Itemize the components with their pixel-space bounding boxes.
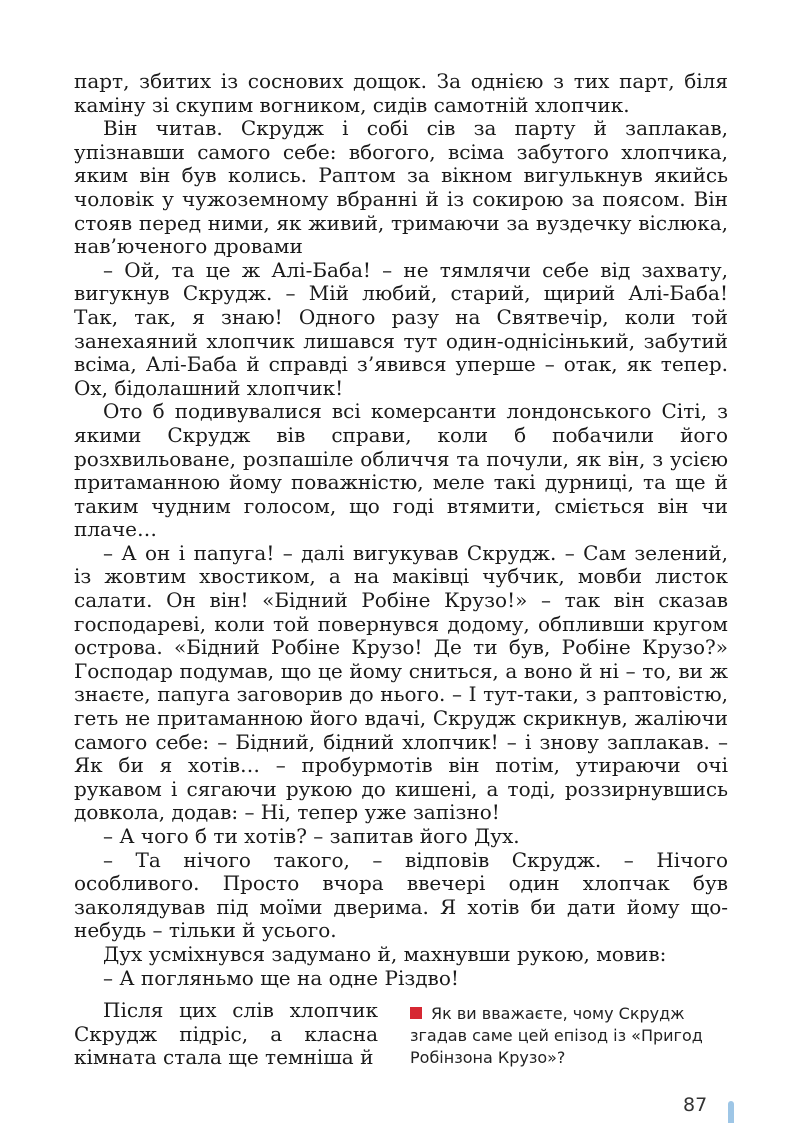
- bottom-section: [74, 999, 728, 1070]
- last-paragraph: Після цих слів хлопчик Скрудж підріс, а класна кімната стала ще темніша й: [74, 998, 378, 1070]
- page-number: 87: [683, 1094, 708, 1116]
- paragraph: Дух усміхнувся задумано й, махнувши рукою, мовив:: [103, 941, 667, 966]
- paragraph: – А он і папуга! – далі вигукував Скрудж. – Сам зелений, із жовтим хвостиком, а на маківці чубчик, мовби листок салати. Он він! «Бідний Робіне Крузо!» – так він сказав господареві, коли той повернувся додому, обпливши кругом острова. «Бідний Робіне Крузо! Де ти був, Робіне Крузо?» Господар подумав, що це йому сниться, а воно й ні – то, ви ж знаєте, папуга заговорив до нього. – І тут-таки, з раптовістю, геть не притаманною його вдачі, Скрудж скрикнув, жаліючи самого себе: – Бідний, бідний хлопчик! – і знову заплакав. – Як би я хотів… – пробурмотів він потім, утираючи очі рукавом і сягаючи рукою до кишені, а тоді, роззирнувшись довкола, додав: – Ні, тепер уже запізно!: [74, 540, 728, 825]
- paragraph: – Та нічого такого, – відповів Скрудж. – Нічого особливого. Просто вчора ввечері один хлопчак був заколядував під моїми дверима. Я хотів би дати йому що-небудь – тільки й усього.: [74, 847, 728, 943]
- page-edge-bar: [728, 1101, 734, 1123]
- main-text: [74, 70, 728, 990]
- question-text: Як ви вважаєте, чому Скрудж згадав саме цей епізод із «Пригод Робінзона Крузо»?: [410, 1004, 703, 1067]
- paragraph: парт, збитих із соснових дощок. За однією з тих парт, біля каміну зі скупим вогником, сидів самотній хлопчик.: [74, 69, 728, 117]
- square-bullet-icon: [410, 1007, 422, 1019]
- last-paragraph-column: [74, 999, 378, 1070]
- paragraph: Ото б подивувалися всі комерсанти лондонського Сіті, з якими Скрудж вів справи, коли б побачили його розхвильоване, розпашіле обличчя та почули, як він, з усією притаманною йому поважністю, меле такі дурниці, та ще й таким чудним голосом, що годі втямити, сміється він чи плаче…: [74, 399, 728, 542]
- paragraph: – А погляньмо ще на одне Різдво!: [103, 965, 459, 990]
- question-box: [410, 1003, 732, 1069]
- paragraph: – Ой, та це ж Алі-Баба! – не тямлячи себе від захвату, вигукнув Скрудж. – Мій любий, старий, щирий Алі-Баба! Так, так, я знаю! Одного разу на Святвечір, коли той занехаяний хлопчик лишався тут один-однісінький, забутий всіма, Алі-Баба й справді з’явився уперше – отак, як тепер. Ох, бідолашний хлопчик!: [74, 257, 728, 400]
- paragraph: Він читав. Скрудж і собі сів за парту й заплакав, упізнавши самого себе: вбогого, всіма забутого хлопчика, яким він був колись. Раптом за вікном вигулькнув якийсь чоловік у чужоземному вбранні й із сокирою за поясом. Він стояв перед ними, як живий, тримаючи за вуздечку віслюка, нав’юченого дровами: [74, 116, 728, 259]
- paragraph: – А чого б ти хотів? – запитав його Дух.: [103, 824, 520, 848]
